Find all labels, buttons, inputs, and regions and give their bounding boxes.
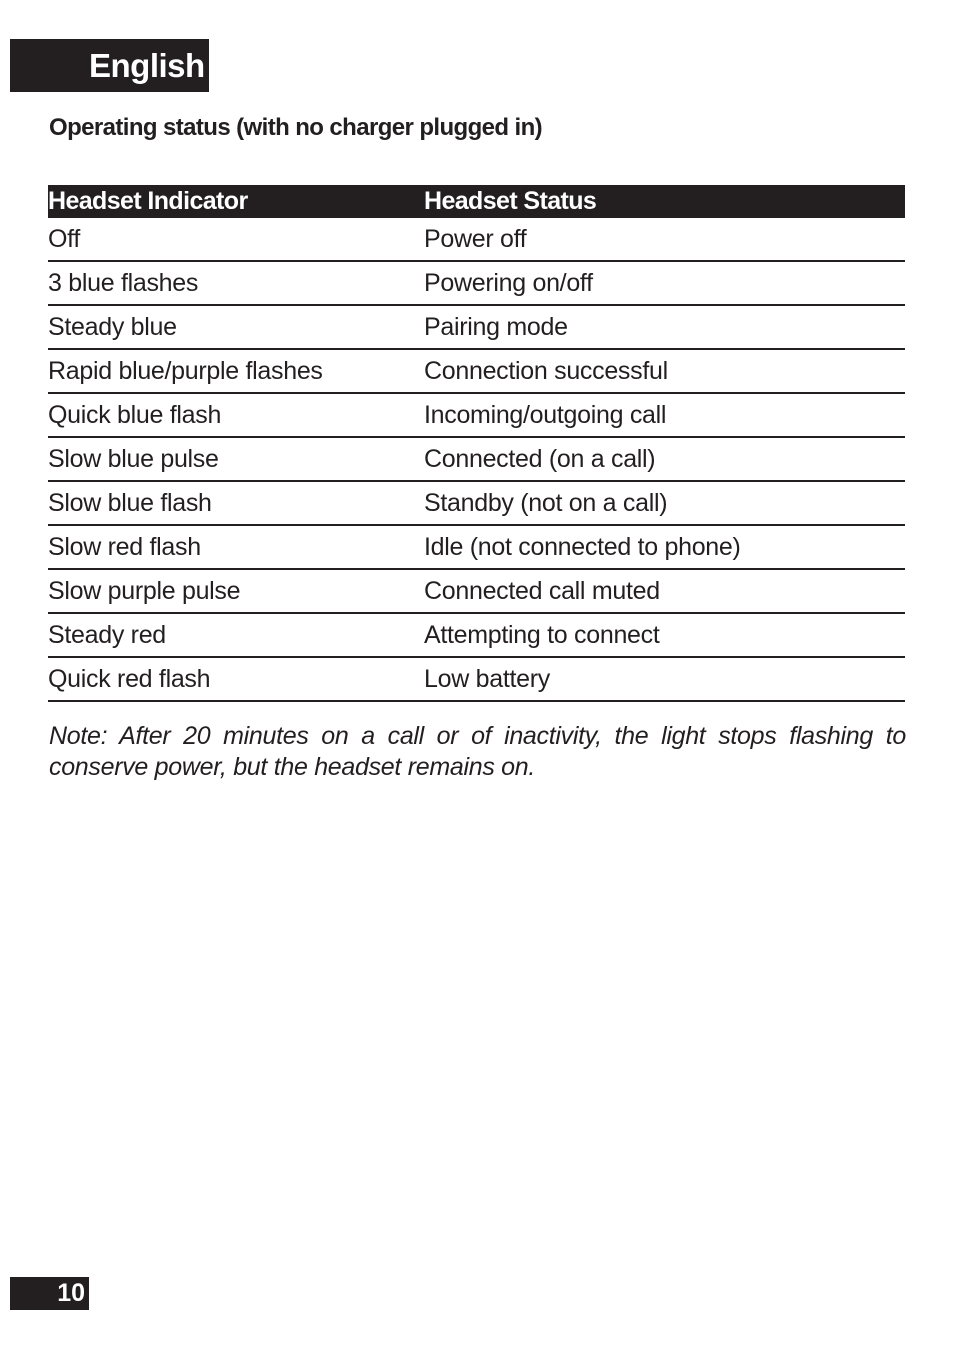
table-header-row [48,185,905,218]
indicator-cell: Quick blue flash [48,393,424,437]
table-row [48,437,905,481]
table-row [48,261,905,305]
status-cell: Attempting to connect [424,613,905,657]
status-cell: Connected (on a call) [424,437,905,481]
table-row [48,393,905,437]
indicator-cell: Rapid blue/purple flashes [48,349,424,393]
indicator-cell: Quick red flash [48,657,424,701]
status-cell: Idle (not connected to phone) [424,525,905,569]
status-cell: Connection successful [424,349,905,393]
status-cell: Powering on/off [424,261,905,305]
table-row [48,569,905,613]
status-cell: Power off [424,218,905,261]
status-cell: Standby (not on a call) [424,481,905,525]
status-cell: Low battery [424,657,905,701]
indicator-cell: 3 blue flashes [48,261,424,305]
table-row [48,525,905,569]
section-heading: Operating status (with no charger plugged in) [49,114,543,141]
language-tab: English [10,39,209,92]
header-indicator: Headset Indicator [48,185,424,218]
status-table [48,185,905,702]
status-cell: Connected call muted [424,569,905,613]
status-cell: Incoming/outgoing call [424,393,905,437]
table-row [48,305,905,349]
table-row [48,613,905,657]
page-number: 10 [10,1277,89,1310]
indicator-cell: Slow red flash [48,525,424,569]
indicator-cell: Steady blue [48,305,424,349]
indicator-cell: Slow blue flash [48,481,424,525]
header-status: Headset Status [424,185,905,218]
indicator-cell: Off [48,218,424,261]
note-paragraph: Note: After 20 minutes on a call or of inactivity, the light stops flashing to conserve power, but the headset remains on. [49,722,906,781]
status-cell: Pairing mode [424,305,905,349]
table-row [48,218,905,261]
indicator-cell: Slow blue pulse [48,437,424,481]
indicator-cell: Steady red [48,613,424,657]
table-row [48,657,905,701]
table-row [48,349,905,393]
table-row [48,481,905,525]
indicator-cell: Slow purple pulse [48,569,424,613]
